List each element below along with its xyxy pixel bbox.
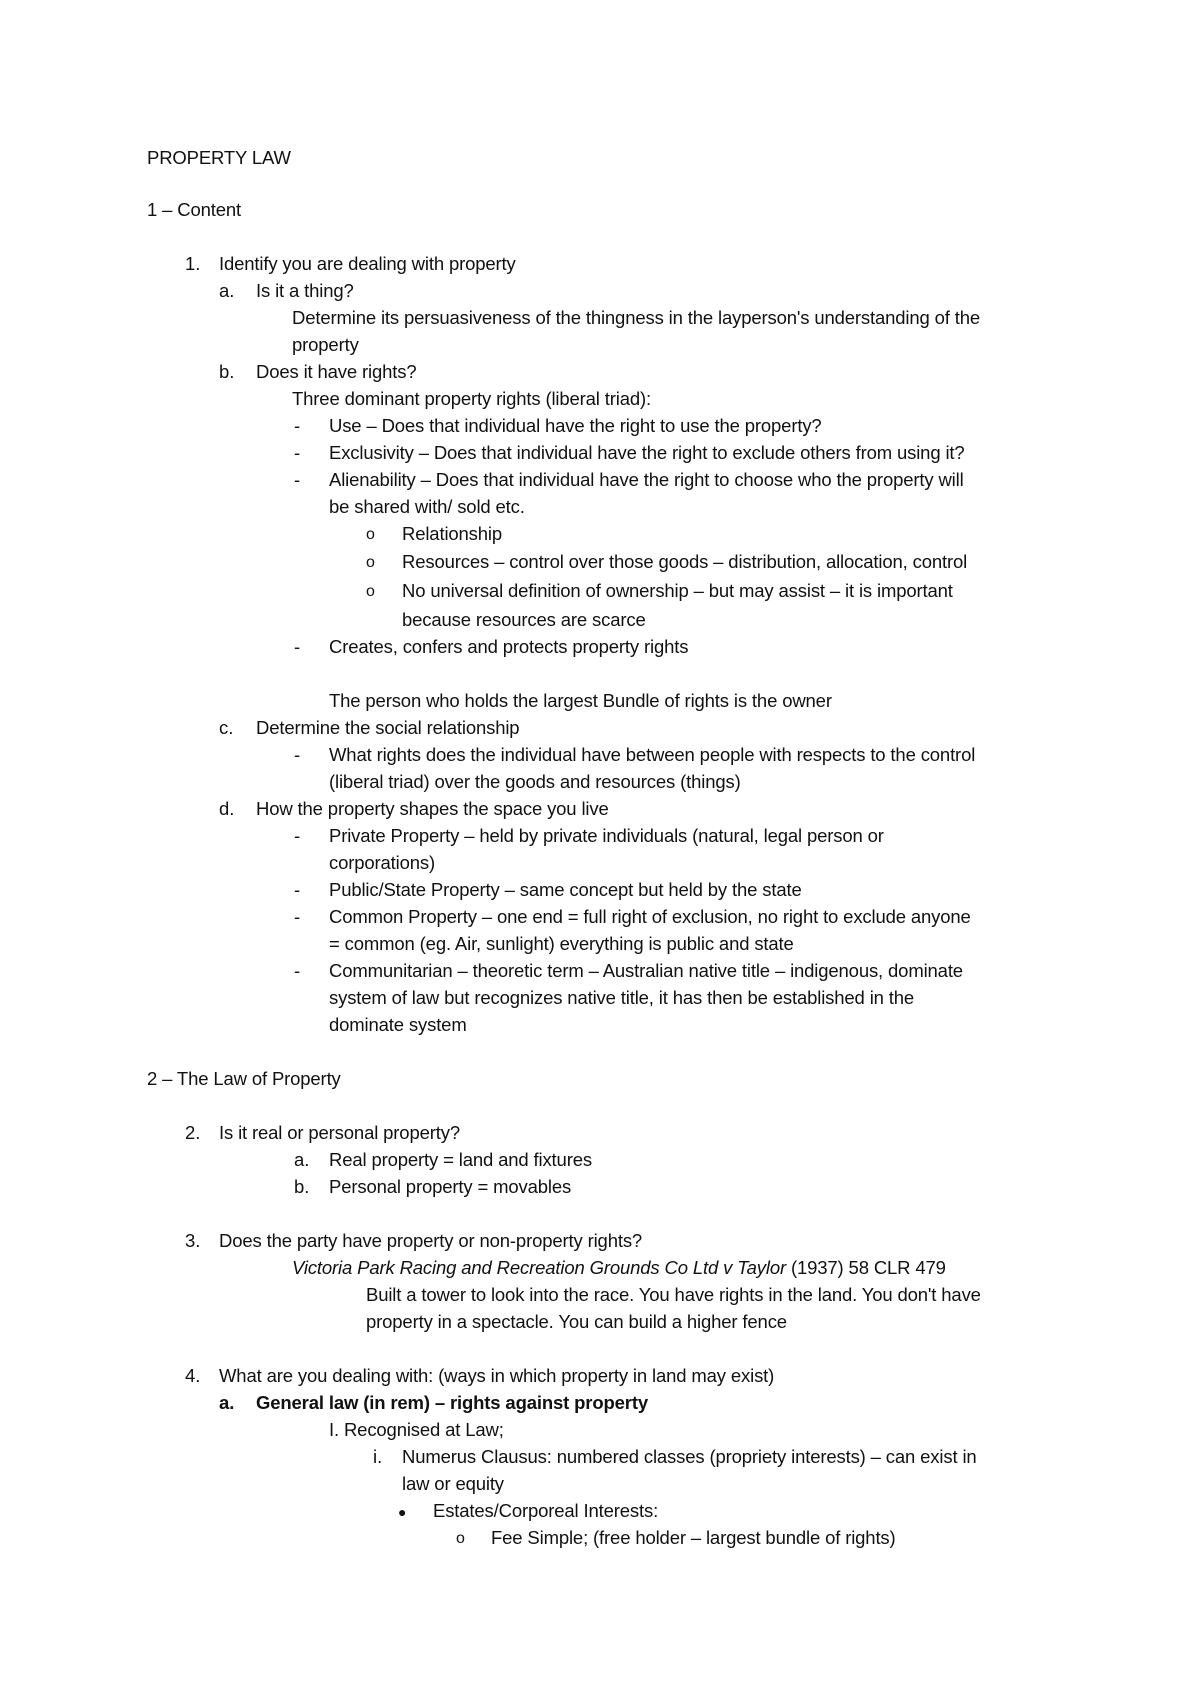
section-1-heading: 1 – Content	[147, 199, 242, 220]
list-item: Determine the social relationship	[256, 717, 520, 738]
list-item: Public/State Property – same concept but held by the state	[329, 879, 802, 900]
list-item-continuation: corporations)	[329, 852, 436, 873]
list-letter: d.	[219, 798, 235, 819]
document-title: PROPERTY LAW	[147, 147, 291, 168]
circle-bullet-marker: o	[366, 526, 375, 543]
section-2-heading: 2 – The Law of Property	[147, 1068, 341, 1089]
list-item: Identify you are dealing with property	[219, 253, 516, 274]
list-letter: c.	[219, 717, 234, 738]
list-item: What rights does the individual have between people with respects to the control	[329, 744, 976, 765]
paragraph-line: Three dominant property rights (liberal triad):	[292, 388, 651, 409]
dash-marker: -	[294, 744, 301, 765]
list-item-heading: General law (in rem) – rights against property	[256, 1392, 648, 1413]
dash-marker: -	[294, 879, 301, 900]
list-letter: a.	[219, 1392, 235, 1413]
list-item-continuation: (liberal triad) over the goods and resources (things)	[329, 771, 741, 792]
list-item: Private Property – held by private individuals (natural, legal person or	[329, 825, 884, 846]
list-item: Common Property – one end = full right of exclusion, no right to exclude anyone	[329, 906, 971, 927]
circle-bullet-marker: o	[456, 1530, 465, 1547]
list-item: Does the party have property or non-property rights?	[219, 1230, 643, 1251]
list-item: What are you dealing with: (ways in which property in land may exist)	[219, 1365, 775, 1386]
dash-marker: -	[294, 960, 301, 981]
list-item: Alienability – Does that individual have the right to choose who the property will	[329, 469, 964, 490]
dash-marker: -	[294, 825, 301, 846]
list-number: 3.	[185, 1230, 201, 1251]
list-letter: a.	[294, 1149, 310, 1170]
paragraph-line: I. Recognised at Law;	[329, 1419, 504, 1440]
list-item-continuation: = common (eg. Air, sunlight) everything is public and state	[329, 933, 794, 954]
list-item-continuation: dominate system	[329, 1014, 467, 1035]
case-reference: (1937) 58 CLR 479	[786, 1257, 946, 1278]
case-citation	[292, 1257, 946, 1279]
list-item: Fee Simple; (free holder – largest bundle of rights)	[491, 1527, 896, 1548]
dash-marker: -	[294, 442, 301, 463]
list-item: Real property = land and fixtures	[329, 1149, 592, 1170]
case-name: Victoria Park Racing and Recreation Grounds Co Ltd v Taylor	[292, 1257, 786, 1278]
list-letter: b.	[294, 1176, 310, 1197]
list-letter: b.	[219, 361, 235, 382]
case-note-line: Built a tower to look into the race. You have rights in the land. You don't have	[366, 1284, 981, 1305]
paragraph-line: The person who holds the largest Bundle of rights is the owner	[329, 690, 832, 711]
circle-bullet-marker: o	[366, 554, 375, 571]
list-item: Exclusivity – Does that individual have the right to exclude others from using it?	[329, 442, 965, 463]
bullet-marker: ●	[398, 1504, 407, 1520]
list-item-continuation: system of law but recognizes native title, it has then be established in the	[329, 987, 915, 1008]
list-item: No universal definition of ownership – but may assist – it is important	[402, 580, 953, 601]
list-item: Creates, confers and protects property rights	[329, 636, 689, 657]
dash-marker: -	[294, 906, 301, 927]
list-item: Resources – control over those goods – distribution, allocation, control	[402, 551, 968, 572]
list-roman: i.	[373, 1446, 383, 1467]
dash-marker: -	[294, 415, 301, 436]
list-item: Estates/Corporeal Interests:	[433, 1500, 659, 1521]
list-item: Does it have rights?	[256, 361, 417, 382]
list-item-continuation: be shared with/ sold etc.	[329, 496, 525, 517]
paragraph-line: Determine its persuasiveness of the thingness in the layperson's understanding of the	[292, 307, 981, 328]
list-item: Is it real or personal property?	[219, 1122, 460, 1143]
list-number: 4.	[185, 1365, 201, 1386]
circle-bullet-marker: o	[366, 583, 375, 600]
paragraph-line: property	[292, 334, 359, 355]
dash-marker: -	[294, 636, 301, 657]
list-item: Numerus Clausus: numbered classes (propriety interests) – can exist in	[402, 1446, 977, 1467]
list-number: 1.	[185, 253, 201, 274]
list-item: Communitarian – theoretic term – Australian native title – indigenous, dominate	[329, 960, 963, 981]
list-item: How the property shapes the space you live	[256, 798, 609, 819]
list-letter: a.	[219, 280, 235, 301]
list-item-continuation: law or equity	[402, 1473, 504, 1494]
case-note-line: property in a spectacle. You can build a higher fence	[366, 1311, 787, 1332]
list-item: Personal property = movables	[329, 1176, 572, 1197]
list-item-continuation: because resources are scarce	[402, 609, 646, 630]
list-item: Relationship	[402, 523, 503, 544]
dash-marker: -	[294, 469, 301, 490]
list-item: Is it a thing?	[256, 280, 354, 301]
list-number: 2.	[185, 1122, 201, 1143]
list-item: Use – Does that individual have the right to use the property?	[329, 415, 822, 436]
